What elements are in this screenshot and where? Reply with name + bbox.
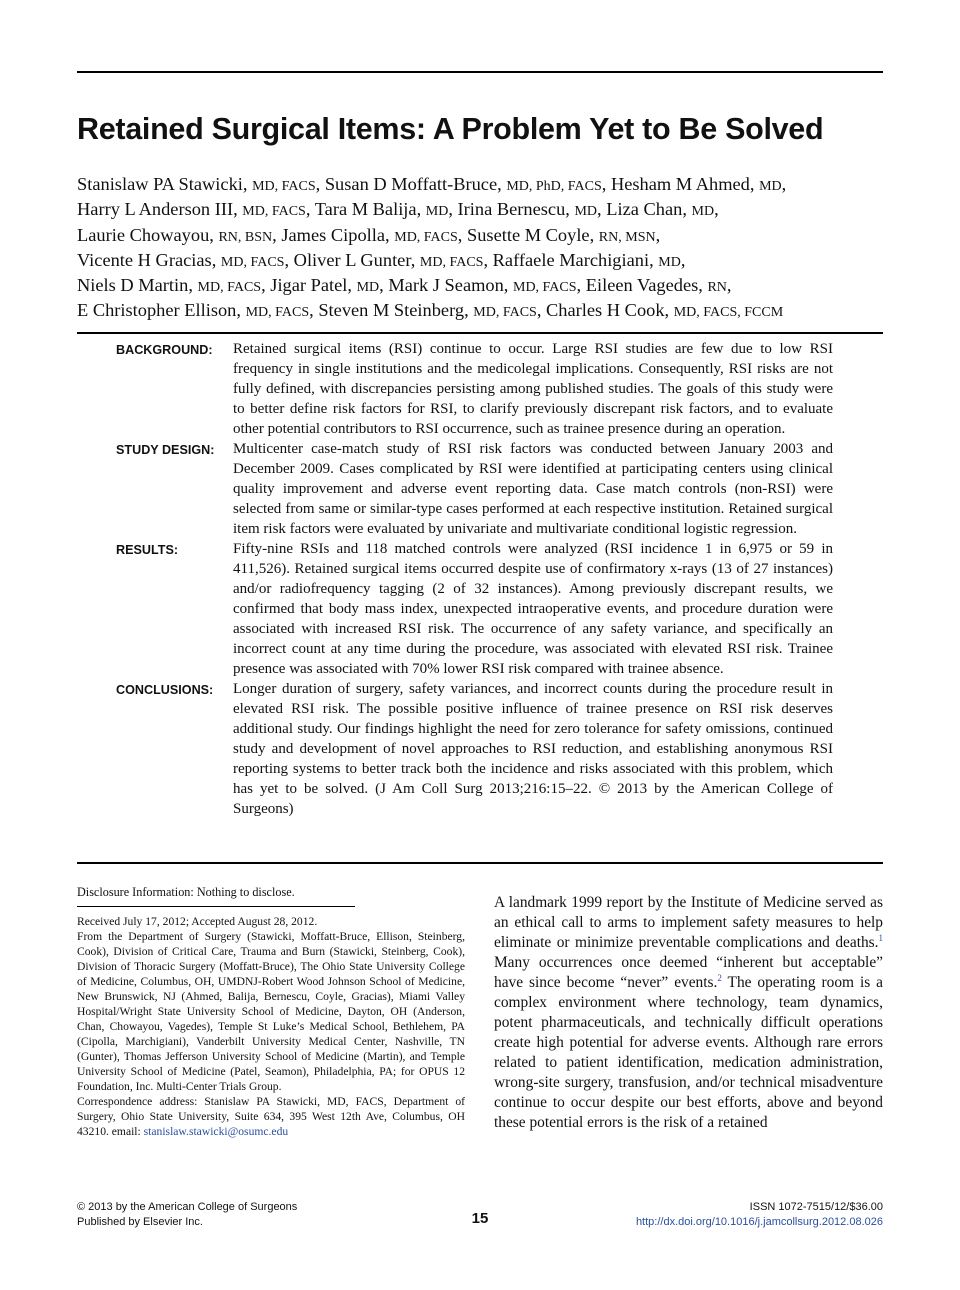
disclosure-divider bbox=[77, 906, 355, 907]
received-note: Received July 17, 2012; Accepted August 28, 2012. bbox=[77, 915, 318, 928]
article-title: Retained Surgical Items: A Problem Yet to Be Solved bbox=[77, 112, 824, 146]
abstract-results bbox=[77, 539, 883, 679]
author-name: , Eileen Vagedes, bbox=[576, 275, 708, 296]
body-text-part-1: A landmark 1999 report by the Institute of Medicine served as an ethical call to arms to implement safety measures to help eliminate or minimize preventable complications and deaths. bbox=[494, 894, 883, 951]
author-degree: MD, PhD, FACS bbox=[506, 179, 602, 194]
abstract-background bbox=[77, 339, 883, 439]
author-name: , bbox=[726, 275, 732, 296]
reference-1-link[interactable]: 1 bbox=[878, 932, 883, 943]
footer-copyright: © 2013 by the American College of Surgeons bbox=[77, 1201, 298, 1213]
author-degree: MD, FACS bbox=[394, 229, 458, 245]
footer-doi-link[interactable]: http://dx.doi.org/10.1016/j.jamcollsurg.2012.08.026 bbox=[635, 1216, 883, 1228]
top-rule bbox=[77, 71, 883, 73]
author-degree: MD, FACS bbox=[197, 280, 262, 296]
author-name: , Mark J Seamon, bbox=[379, 275, 513, 296]
results-text: Fifty-nine RSIs and 118 matched controls were analyzed (RSI incidence 1 in 6,975 or 59 in 411,526). Retained surgical items occurred despite use of confirmatory x-rays (13 of 27 instances) and/or radiofrequency tagging (2 of 32 instances). Among previously discrepant results, we confirmed that body mass index, unexpected intraoperative events, and procedure duration were associated with increased RSI risk. The occurrence of any safety variance, and specifically an incorrect count at any time during the procedure, was associated with elevated RSI risk. Trainee presence was associated with 70% lower RSI risk compared with trainee absence. bbox=[233, 541, 833, 677]
author-name: , bbox=[680, 249, 686, 270]
background-label: BACKGROUND: bbox=[116, 343, 213, 357]
author-degree: MD, FACS bbox=[245, 305, 310, 321]
conclusions-text: Longer duration of surgery, safety variances, and incorrect counts during the procedure result in elevated RSI risk. The possible positive influence of trainee presence on RSI risk deserves additional study. Our findings highlight the need for zero tolerance for safety omissions, continued study and development of novel approaches to RSI reduction, and establishing anonymous RSI reporting systems to better track both the incidence and risks associated with this problem, which has yet to be solved. (J Am Coll Surg 2013;216:15–22. © 2013 by the American College of Surgeons) bbox=[233, 681, 833, 817]
author-degree: MD, FACS bbox=[220, 254, 285, 270]
study-design-text: Multicenter case-match study of RSI risk factors was conducted between January 2003 and December 2009. Cases complicated by RSI were identified at participating centers using clinical quality improvement and adverse event reporting data. Case match controls (non-RSI) were selected from same or similar-type cases performed at each respective institution. Retained surgical item risk factors were evaluated by univariate and multivariate conditional logistic regression. bbox=[233, 441, 833, 537]
disclosure-note: Disclosure Information: Nothing to disclose. bbox=[77, 885, 295, 899]
author-name: , Irina Bernescu, bbox=[448, 199, 575, 220]
author-name: , Tara M Balija, bbox=[305, 199, 426, 220]
author-name: Niels D Martin, bbox=[77, 275, 198, 296]
author-name: , bbox=[655, 224, 661, 245]
author-line bbox=[77, 198, 887, 223]
correspondence-email-link[interactable]: stanislaw.stawicki@osumc.edu bbox=[143, 1125, 289, 1138]
author-name: Harry L Anderson III, bbox=[77, 199, 243, 220]
author-name: , Susan D Moffatt-Bruce, bbox=[315, 174, 507, 194]
author-degree: MD, FACS bbox=[419, 254, 484, 270]
author-name: , James Cipolla, bbox=[272, 224, 395, 245]
author-degree: MD bbox=[574, 204, 598, 220]
body-text-part-3: The operating room is a complex environment where technology, team dynamics, potent pharmaceuticals, and technically difficult operations create high potential for adverse events. Although rare errors related to patient identification, medication administration, wrong-site surgery, transfusion, and/or technical misadventure continue to occur despite our best efforts, above and beyond these potential errors is the risk of a retained bbox=[494, 974, 883, 1131]
author-degree: MD, FACS, FCCM bbox=[673, 305, 784, 321]
author-degree: RN bbox=[707, 280, 727, 296]
author-degree: MD, FACS bbox=[473, 305, 537, 321]
author-line bbox=[77, 249, 887, 274]
author-degree: MD bbox=[691, 204, 715, 220]
author-degree: MD bbox=[658, 254, 681, 270]
footer-publisher: Published by Elsevier Inc. bbox=[77, 1216, 203, 1228]
author-list bbox=[77, 173, 887, 325]
footer-issn: ISSN 1072-7515/12/$36.00 bbox=[749, 1201, 883, 1213]
affiliations-note: From the Department of Surgery (Stawicki, Moffatt-Bruce, Ellison, Steinberg, Cook), Division of Critical Care, Trauma and Burn (Stawicki, Steinberg, Cook), Division of Thoracic Surgery (Moffatt-Bruce), The Ohio State University College of Medicine, Columbus, OH, UMDNJ-Robert Wood Johnson School of Medicine, New Brunswick, NJ (Ahmed, Balija, Bernescu, Coyle, Gracias), Miami Valley Hospital/Wright State University School of Medicine, Dayton, OH (Anderson, Chan, Chowayou, Vagedes), Temple St Luke’s Medical School, Bethlehem, PA (Cipolla, Marchigiani), Vanderbilt University Medical Center, Nashville, TN (Gunter), Thomas Jefferson University School of Medicine (Martin), and Temple University School of Medicine (Patel, Seamon), Philadelphia, PA; for OPUS 12 Foundation, Inc. Multi-Center Trials Group. bbox=[77, 930, 465, 1093]
abstract bbox=[77, 339, 883, 819]
author-name: , bbox=[714, 199, 719, 220]
background-text: Retained surgical items (RSI) continue to occur. Large RSI studies are few due to low RSI frequency in single institutions and the medicolegal implications. Consequently, RSI risks are not fully defined, with discrepancies persisting among published studies. The goals of this study were to better define risk factors for RSI, to clarify previously discrepant risk factors, and to evaluate other potential contributors to RSI occurrence, such as trainee presence during an operation. bbox=[233, 341, 833, 437]
author-name: , Jigar Patel, bbox=[261, 275, 357, 296]
author-name: E Christopher Ellison, bbox=[77, 300, 246, 321]
author-degree: MD, FACS bbox=[252, 179, 316, 194]
author-name: , Steven M Steinberg, bbox=[309, 300, 474, 321]
reference-2-link[interactable]: 2 bbox=[717, 972, 722, 983]
author-name: , Raffaele Marchigiani, bbox=[483, 249, 659, 270]
correspondence-note bbox=[77, 1094, 465, 1139]
author-name: , Liza Chan, bbox=[597, 199, 692, 220]
author-degree: RN, MSN bbox=[598, 229, 656, 245]
author-line bbox=[77, 299, 887, 324]
author-name: , Hesham M Ahmed, bbox=[601, 174, 760, 194]
abstract-top-rule bbox=[77, 332, 883, 334]
author-degree: MD, FACS bbox=[242, 204, 306, 220]
author-degree: MD bbox=[356, 280, 380, 296]
conclusions-label: CONCLUSIONS: bbox=[116, 683, 214, 697]
author-degree: MD bbox=[425, 204, 449, 220]
author-name: , bbox=[781, 174, 787, 194]
author-name: Stanislaw PA Stawicki, bbox=[77, 174, 253, 194]
abstract-conclusions bbox=[77, 679, 883, 819]
author-degree: RN, BSN bbox=[218, 229, 273, 245]
author-name: , Susette M Coyle, bbox=[457, 224, 599, 245]
study-design-label: STUDY DESIGN: bbox=[116, 443, 215, 457]
footer-right bbox=[636, 1200, 883, 1230]
author-name: , Charles H Cook, bbox=[536, 300, 674, 321]
abstract-bottom-rule bbox=[77, 862, 883, 864]
author-degree: MD, FACS bbox=[513, 280, 577, 296]
results-label: RESULTS: bbox=[116, 543, 179, 557]
author-line bbox=[77, 224, 887, 249]
page-number: 15 bbox=[471, 1210, 489, 1227]
footnotes-column bbox=[77, 885, 465, 1139]
author-name: , Oliver L Gunter, bbox=[284, 249, 420, 270]
body-text-part-2: Many occurrences once deemed “inherent but acceptable” have since become “never” events. bbox=[494, 954, 883, 991]
abstract-study-design bbox=[77, 439, 883, 539]
correspondence-text: Correspondence address: Stanislaw PA Stawicki, MD, FACS, Department of Surgery, Ohio State University, Suite 634, 395 West 12th Ave, Columbus, OH 43210. email: bbox=[77, 1095, 465, 1138]
author-name: Laurie Chowayou, bbox=[77, 224, 219, 245]
author-line bbox=[77, 274, 887, 299]
author-name: Vicente H Gracias, bbox=[77, 249, 221, 270]
author-degree: MD bbox=[759, 179, 782, 194]
body-paragraph bbox=[494, 893, 883, 1133]
author-line bbox=[77, 173, 887, 198]
